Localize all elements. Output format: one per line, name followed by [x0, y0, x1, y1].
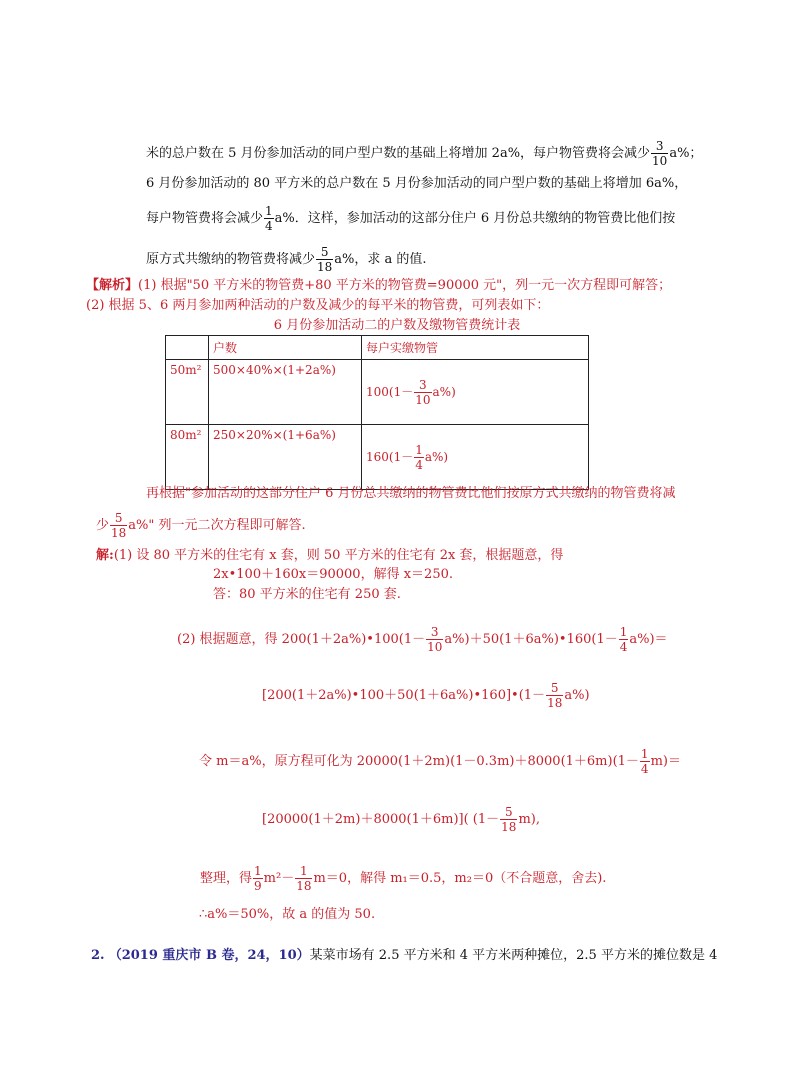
problem-line-3: 每户物管费将会减少 $\frac{1}{4}$ a%．这样，参加活动的这部分住户 6 月份总共缴纳的物管费比他们按: [146, 204, 676, 233]
stats-table: [165, 335, 589, 490]
solution-line-5: [200(1＋2a%)•100＋50(1＋6a%)•160]•(1－ $\frac{5}{18}$ a%): [262, 681, 590, 710]
table-header-cell: 户数: [209, 336, 362, 360]
analysis-line-2: (2) 根据 5、6 两月参加两种活动的户数及减少的每平米的物管费，可列表如下：: [86, 298, 550, 313]
solution-line-7: [20000(1＋2m)＋8000(1＋6m)]( (1－ $\frac{5}{18}$ m),: [262, 805, 540, 834]
fraction: $\frac{5}{18}$: [111, 511, 127, 540]
analysis-line-3: 再根据"参加活动的这部分住户 6 月份总共缴纳的物管费比他们按原方式共缴纳的物管费将减: [146, 486, 676, 501]
fraction: $\frac{5}{18}$: [501, 805, 517, 834]
table-caption: 6 月份参加活动二的户数及缴物管费统计表: [273, 318, 521, 333]
table-header-cell: [166, 336, 209, 360]
table-cell-fee: 100(1－ $\frac{3}{10}$ a%): [362, 360, 589, 425]
fraction: $\frac{1}{4}$: [619, 625, 628, 654]
table-cell-count: 500×40%×(1+2a%): [209, 360, 362, 425]
problem-line-4: 原方式共缴纳的物管费将减少 $\frac{5}{18}$ a%，求 a 的值.: [146, 245, 427, 274]
problem2-line: [91, 947, 717, 965]
solution-line-2: 2x•100＋160x＝90000，解得 x＝250.: [213, 567, 453, 582]
solution-line-8: 整理，得 $\frac{1}{9}$ m²－ $\frac{1}{18}$ m＝0，解得 m₁＝0.5，m₂＝0（不合题意，舍去).: [200, 864, 607, 893]
table-cell-fee: 160(1－ $\frac{1}{4}$ a%): [362, 425, 589, 490]
solution-line-3: 答：80 平方米的住宅有 250 套.: [213, 587, 401, 602]
problem2-text: 某菜市场有 2.5 平方米和 4 平方米两种摊位，2.5 平方米的摊位数是 4: [309, 948, 718, 963]
fraction: $\frac{1}{18}$: [296, 864, 312, 893]
solution-line-1: 解:(1) 设 80 平方米的住宅有 x 套，则 50 平方米的住宅有 2x 套，根据题意，得: [96, 548, 564, 563]
problem2-source: （2019 重庆市 B 卷，24，10）: [108, 948, 310, 963]
table-row: [166, 360, 589, 425]
fraction: $\frac{3}{10}$: [415, 377, 431, 407]
fraction: $\frac{5}{18}$: [547, 681, 563, 710]
fraction: $\frac{1}{9}$: [254, 864, 262, 893]
analysis-line-4: 少 $\frac{5}{18}$ a%" 列一元二次方程即可解答.: [96, 511, 306, 540]
fraction: $\frac{1}{4}$: [265, 204, 273, 233]
problem2-number: 2.: [91, 948, 105, 963]
solution-line-6: 令 m＝a%，原方程可化为 20000(1＋2m)(1－0.3m)＋8000(1＋6m)(1－ $\frac{1}{4}$ m)＝: [199, 747, 681, 776]
table-cell-count: 250×20%×(1+6a%): [209, 425, 362, 490]
problem-line-2: 6 月份参加活动的 80 平方米的总户数在 5 月份参加活动的同户型户数的基础上将增加 6a%，: [146, 176, 688, 191]
fraction: $\frac{3}{10}$: [427, 625, 443, 654]
table-header-cell: 每户实缴物管: [362, 336, 589, 360]
analysis-line-1: 【解析】(1) 根据"50 平方米的物管费+80 平方米的物管费=90000 元"，列一元一次方程即可解答；: [86, 278, 672, 293]
table-cell-type: 50m²: [166, 360, 209, 425]
table-header-row: [166, 336, 589, 360]
table-cell-type: 80m²: [166, 425, 209, 490]
table-row: [166, 425, 589, 490]
fraction: $\frac{1}{4}$: [640, 747, 649, 776]
analysis-tag: 【解析】: [86, 278, 139, 293]
fraction: $\frac{3}{10}$: [652, 139, 668, 168]
fraction: $\frac{1}{4}$: [415, 442, 423, 472]
fraction: $\frac{5}{18}$: [317, 245, 333, 274]
solution-line-4: (2) 根据题意，得 200(1＋2a%)•100(1－ $\frac{3}{10}$ a%)＋50(1＋6a%)•160(1－ $\frac{1}{4}$ a%)＝: [177, 625, 668, 654]
problem-line-1: 米的总户数在 5 月份参加活动的同户型户数的基础上将增加 2a%，每户物管费将会减少 $\frac{3}{10}$ a%；: [146, 139, 703, 168]
solution-line-9: ∴a%＝50%，故 a 的值为 50.: [199, 907, 376, 922]
solution-tag: 解:: [96, 548, 114, 563]
